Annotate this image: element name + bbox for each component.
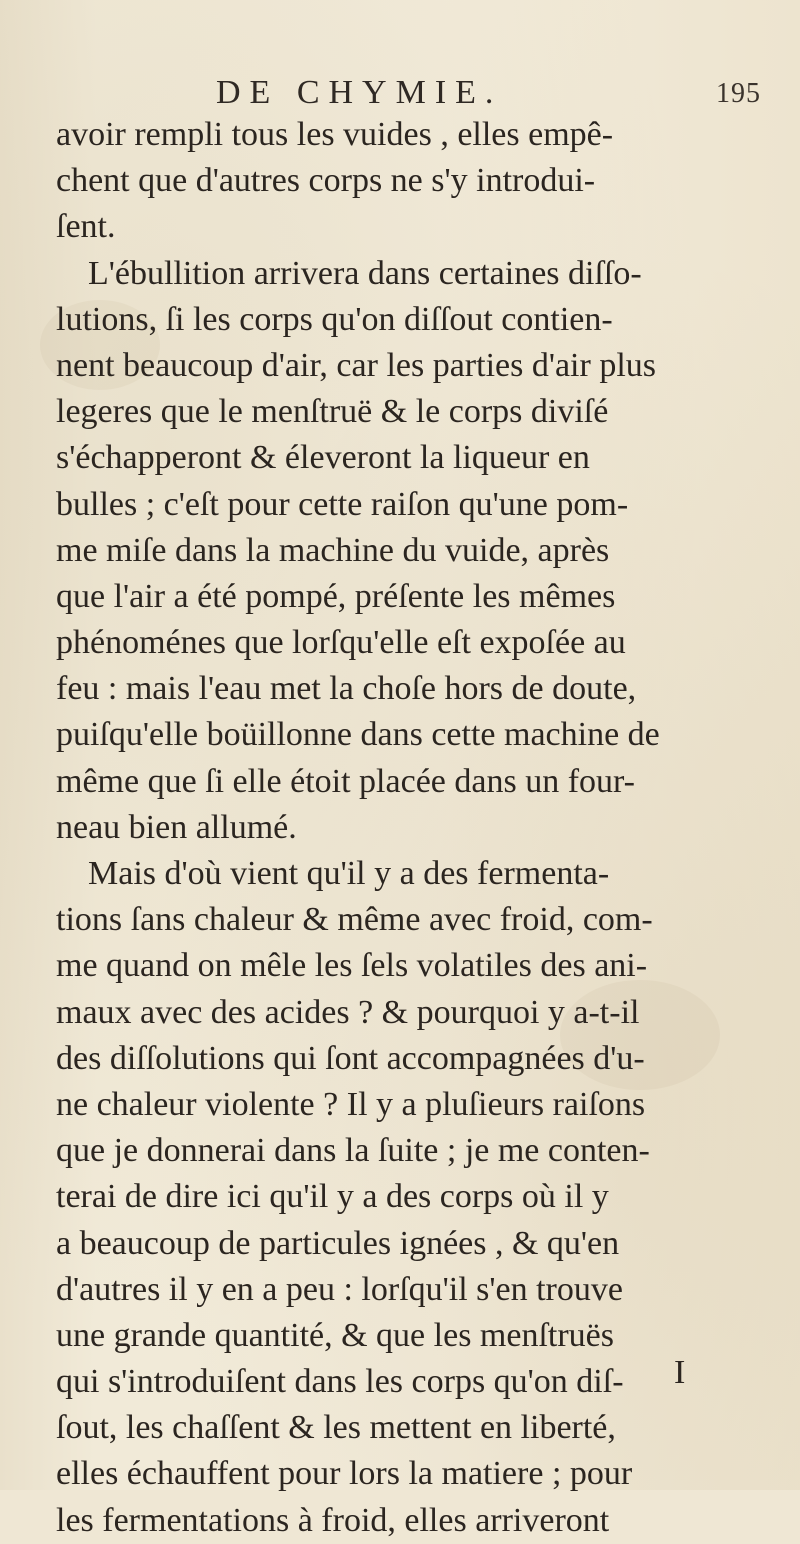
- running-title: DE CHYMIE.: [216, 74, 503, 111]
- text-line: me miſe dans la machine du vuide, après: [56, 531, 610, 569]
- text-line: une grande quantité, & que les menſtruës: [56, 1316, 614, 1354]
- body-text: [56, 112, 756, 1544]
- text-line: a beaucoup de particules ignées , & qu'en: [56, 1224, 620, 1262]
- text-line: nent beaucoup d'air, car les parties d'air plus: [56, 346, 656, 384]
- running-head: [0, 74, 800, 114]
- text-line: chent que d'autres corps ne s'y introdui-: [56, 162, 596, 200]
- text-line: avoir rempli tous les vuides , elles empê-: [56, 116, 614, 153]
- text-line: feu : mais l'eau met la choſe hors de doute,: [56, 670, 637, 708]
- text-line: L'ébullition arrivera dans certaines diſſo-: [88, 254, 642, 292]
- text-line: phénoménes que lorſqu'elle eſt expoſée au: [56, 624, 626, 662]
- text-line: d'autres il y en a peu : lorſqu'il s'en trouve: [56, 1270, 623, 1308]
- catchword: I: [674, 1354, 686, 1391]
- text-line: tions ſans chaleur & même avec froid, com-: [56, 901, 653, 939]
- text-line: maux avec des acides ? & pourquoi y a-t-il: [56, 993, 640, 1031]
- text-line: ne chaleur violente ? Il y a pluſieurs raiſons: [56, 1085, 646, 1123]
- text-line: elles échauffent pour lors la matiere ; pour: [56, 1455, 633, 1493]
- text-line: des diſſolutions qui ſont accompagnées d'u-: [56, 1039, 645, 1077]
- text-line: terai de dire ici qu'il y a des corps où il y: [56, 1178, 609, 1216]
- text-line: legeres que le menſtruë & le corps diviſé: [56, 393, 609, 431]
- text-line: neau bien allumé.: [56, 808, 297, 846]
- text-line: s'échapperont & éleveront la liqueur en: [56, 439, 590, 477]
- text-line: puiſqu'elle boüillonne dans cette machine de: [56, 716, 660, 754]
- text-line: bulles ; c'eſt pour cette raiſon qu'une pom-: [56, 485, 629, 523]
- text-line: ſent.: [56, 208, 116, 246]
- text-line: lutions, ſi les corps qu'on diſſout contien-: [56, 300, 613, 338]
- text-line: les fermentations à froid, elles arriveront: [56, 1501, 610, 1539]
- page-number: 195: [716, 78, 761, 109]
- text-line: me quand on mêle les ſels volatiles des ani-: [56, 947, 648, 985]
- text-line: que l'air a été pompé, préſente les mêmes: [56, 577, 616, 615]
- text-line: que je donnerai dans la ſuite ; je me conten-: [56, 1132, 650, 1170]
- text-line: Mais d'où vient qu'il y a des fermenta-: [88, 855, 610, 892]
- text-line: qui s'introduiſent dans les corps qu'on diſ-: [56, 1363, 624, 1401]
- text-line: ſout, les chaſſent & les mettent en liberté,: [56, 1409, 616, 1447]
- text-line: même que ſi elle étoit placée dans un four-: [56, 762, 635, 800]
